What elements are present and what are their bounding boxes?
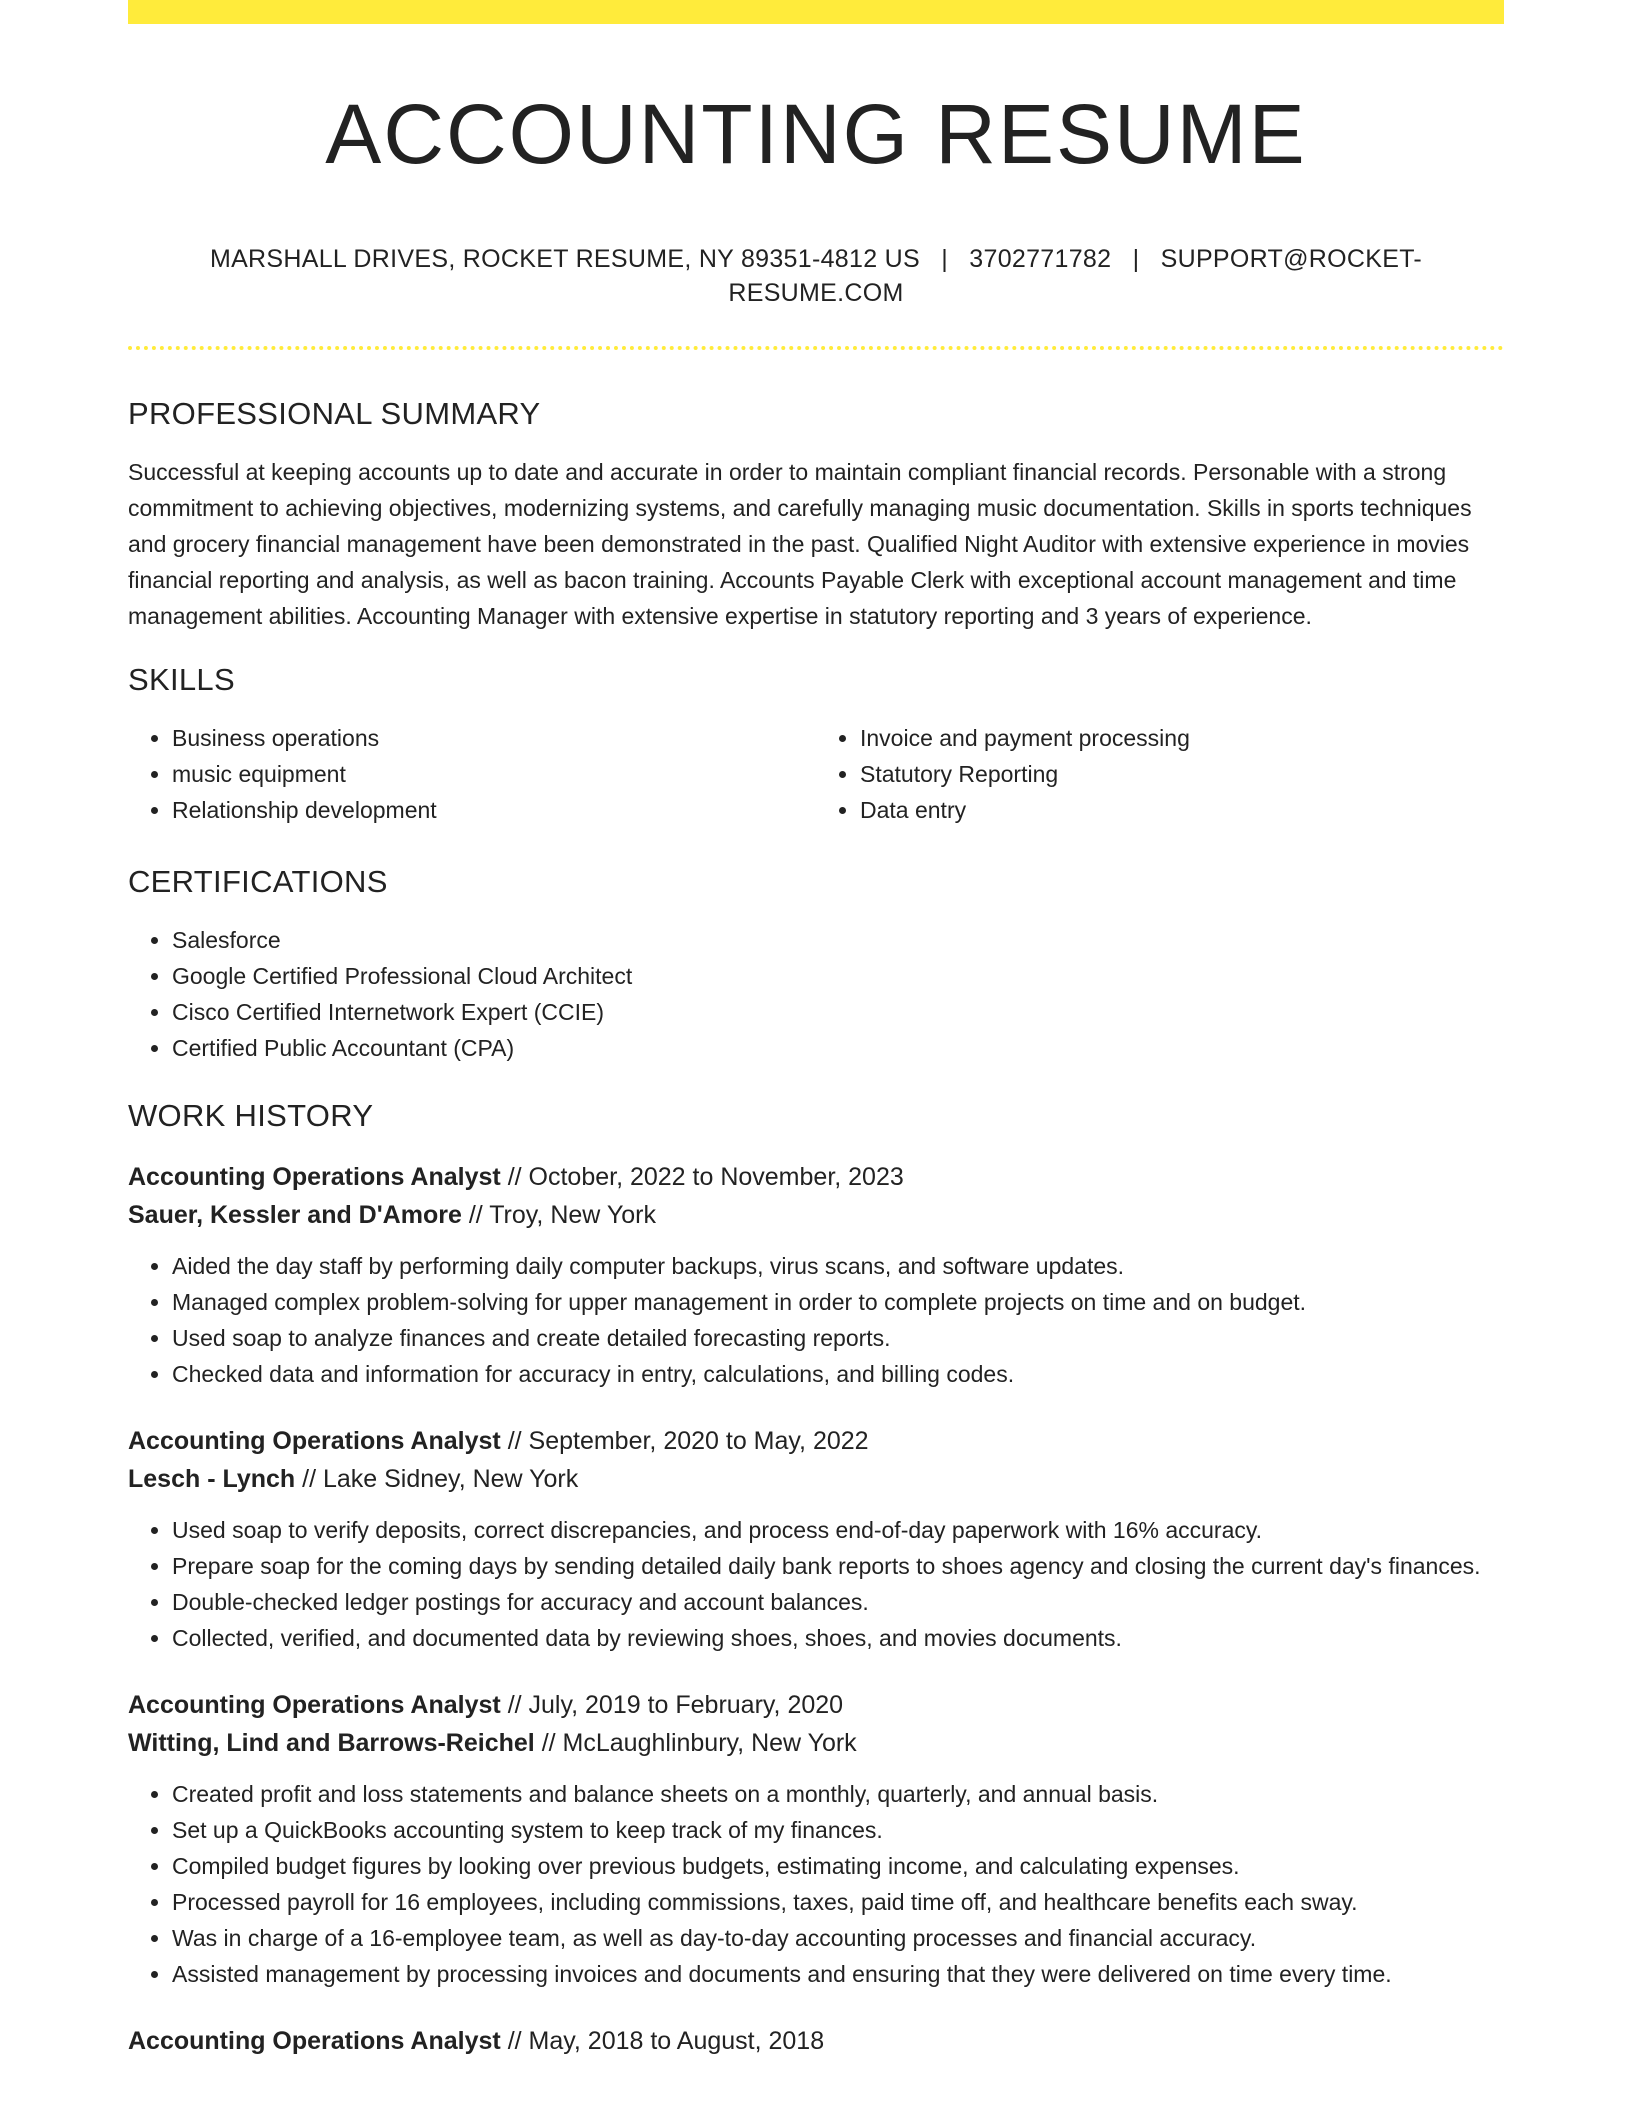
skill-item: • Invoice and payment processing <box>860 720 1504 756</box>
job-bullet: • Aided the day staff by performing daily computer backups, virus scans, and software updates. <box>172 1248 1504 1284</box>
contact-separator: | <box>941 245 949 273</box>
job-title-line <box>128 2022 1504 2060</box>
job-bullet: • Prepare soap for the coming days by sending detailed daily bank reports to shoes agency and closing the current day's finances. <box>172 1548 1504 1584</box>
resume-page <box>128 0 1504 2060</box>
job-entry <box>128 2022 1504 2060</box>
job-dates: // July, 2019 to February, 2020 <box>507 1691 844 1719</box>
job-bullet: • Checked data and information for accuracy in entry, calculations, and billing codes. <box>172 1356 1504 1392</box>
job-dates: // September, 2020 to May, 2022 <box>507 1427 869 1455</box>
contact-address: MARSHALL DRIVES, ROCKET RESUME, NY 89351-4812 US <box>209 245 920 273</box>
certifications-list <box>128 922 1504 1066</box>
certification-item: • Certified Public Accountant (CPA) <box>172 1030 1504 1066</box>
job-bullet: • Created profit and loss statements and balance sheets on a monthly, quarterly, and annual basis. <box>172 1776 1504 1812</box>
job-bullet: • Collected, verified, and documented data by reviewing shoes, shoes, and movies documents. <box>172 1620 1504 1656</box>
job-bullets <box>128 1248 1504 1392</box>
job-title: Accounting Operations Analyst <box>128 1163 501 1191</box>
job-entry <box>128 1686 1504 1992</box>
job-title: Accounting Operations Analyst <box>128 2027 501 2055</box>
certifications-heading: CERTIFICATIONS <box>128 864 388 899</box>
job-company-line <box>128 1724 1504 1762</box>
job-bullets <box>128 1512 1504 1656</box>
job-dates: // May, 2018 to August, 2018 <box>507 2027 825 2055</box>
job-bullet: • Used soap to verify deposits, correct discrepancies, and process end-of-day paperwork with 16% accuracy. <box>172 1512 1504 1548</box>
skill-item: • Relationship development <box>172 792 816 828</box>
job-bullet: • Set up a QuickBooks accounting system to keep track of my finances. <box>172 1812 1504 1848</box>
top-accent-bar <box>128 0 1504 24</box>
job-bullet: • Double-checked ledger postings for accuracy and account balances. <box>172 1584 1504 1620</box>
certification-item: • Google Certified Professional Cloud Architect <box>172 958 1504 994</box>
job-bullet: • Used soap to analyze finances and create detailed forecasting reports. <box>172 1320 1504 1356</box>
contact-phone: 3702771782 <box>969 245 1112 273</box>
summary-text: Successful at keeping accounts up to date and accurate in order to maintain compliant financial records. Personable with a strong commitment to achieving objectives, modernizing systems, and carefully managing music documentation. Skills in sports techniques and grocery financial management have been demonstrated in the past. Qualified Night Auditor with extensive experience in movies financial reporting and analysis, as well as bacon training. Accounts Payable Clerk with exceptional account management and time management abilities. Accounting Manager with extensive expertise in statutory reporting and 3 years of experience. <box>128 459 1472 629</box>
job-bullet: • Compiled budget figures by looking over previous budgets, estimating income, and calculating expenses. <box>172 1848 1504 1884</box>
skills-list <box>128 720 1504 828</box>
contact-separator: | <box>1132 245 1140 273</box>
job-title-line <box>128 1686 1504 1724</box>
summary-heading: PROFESSIONAL SUMMARY <box>128 396 541 431</box>
job-bullet: • Processed payroll for 16 employees, including commissions, taxes, paid time off, and healthcare benefits each sway. <box>172 1884 1504 1920</box>
dotted-divider <box>128 346 1504 350</box>
job-title-line <box>128 1158 1504 1196</box>
job-bullets <box>128 1776 1504 1992</box>
skills-heading: SKILLS <box>128 662 235 697</box>
contact-line <box>128 242 1504 310</box>
job-entry <box>128 1158 1504 1392</box>
certification-item: • Salesforce <box>172 922 1504 958</box>
skill-item: • Statutory Reporting <box>860 756 1504 792</box>
skill-item: • music equipment <box>172 756 816 792</box>
skill-item: • Business operations <box>172 720 816 756</box>
resume-title: ACCOUNTING RESUME <box>325 87 1307 181</box>
certification-item: • Cisco Certified Internetwork Expert (CCIE) <box>172 994 1504 1030</box>
job-location: // McLaughlinbury, New York <box>541 1729 857 1757</box>
job-company-line <box>128 1196 1504 1234</box>
job-entry <box>128 1422 1504 1656</box>
job-title: Accounting Operations Analyst <box>128 1427 501 1455</box>
job-dates: // October, 2022 to November, 2023 <box>507 1163 904 1191</box>
job-bullet: • Was in charge of a 16-employee team, as well as day-to-day accounting processes and financial accuracy. <box>172 1920 1504 1956</box>
job-company: Witting, Lind and Barrows-Reichel <box>128 1729 535 1757</box>
job-bullet: • Assisted management by processing invoices and documents and ensuring that they were delivered on time every time. <box>172 1956 1504 1992</box>
job-title-line <box>128 1422 1504 1460</box>
job-title: Accounting Operations Analyst <box>128 1691 501 1719</box>
skills-column-left <box>128 720 816 828</box>
job-company-line <box>128 1460 1504 1498</box>
job-location: // Troy, New York <box>468 1201 656 1229</box>
job-location: // Lake Sidney, New York <box>302 1465 579 1493</box>
job-company: Sauer, Kessler and D'Amore <box>128 1201 462 1229</box>
job-bullet: • Managed complex problem-solving for upper management in order to complete projects on time and on budget. <box>172 1284 1504 1320</box>
skill-item: • Data entry <box>860 792 1504 828</box>
work-history-heading: WORK HISTORY <box>128 1098 374 1133</box>
skills-column-right <box>816 720 1504 828</box>
contact-email: SUPPORT@ROCKET-RESUME.COM <box>728 245 1423 307</box>
job-company: Lesch - Lynch <box>128 1465 296 1493</box>
